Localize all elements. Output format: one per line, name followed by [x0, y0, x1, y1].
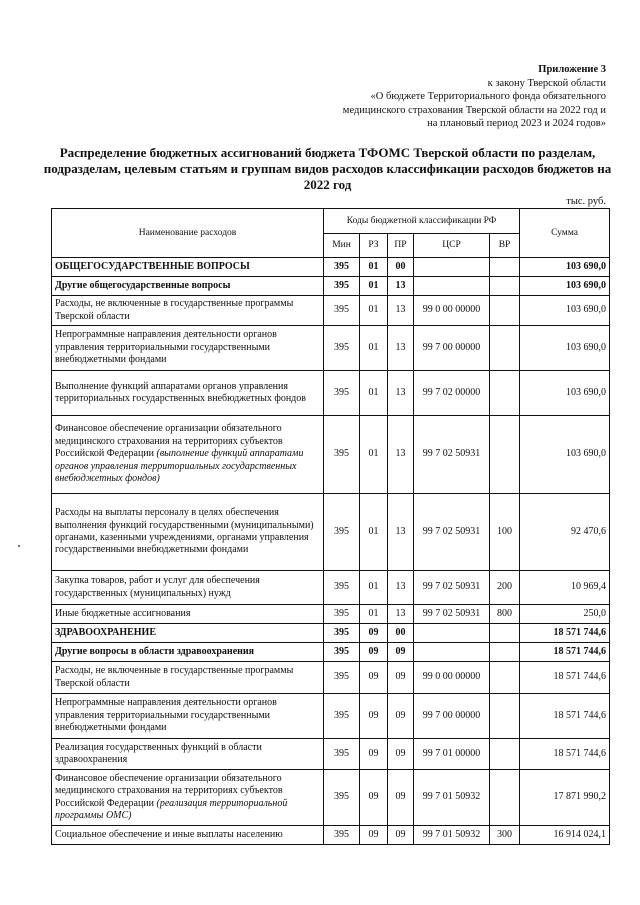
units-label: тыс. руб.	[566, 196, 606, 207]
cell-min: 395	[324, 296, 360, 326]
table-row	[52, 326, 610, 371]
cell-rz: 01	[360, 571, 388, 605]
table-row	[52, 571, 610, 605]
cell-name-text: Другие вопросы в области здравоохранения	[55, 645, 255, 657]
table-row	[52, 277, 610, 296]
cell-pr: 13	[388, 277, 414, 296]
cell-sum: 92 470,6	[520, 494, 610, 571]
cell-name	[52, 296, 324, 326]
cell-min: 395	[324, 371, 360, 416]
cell-name	[52, 571, 324, 605]
cell-name-note: (реализация территориальной программы ОМС)	[55, 797, 288, 821]
cell-name-text: Финансовое обеспечение организации обязательного медицинского страхования на территориях субъектов Российской Федерации	[55, 772, 283, 809]
cell-sum: 10 969,4	[520, 571, 610, 605]
cell-vr	[490, 277, 520, 296]
cell-name-text: Расходы, не включенные в государственные программы Тверской области	[55, 298, 294, 322]
cell-min: 395	[324, 770, 360, 826]
cell-rz: 09	[360, 624, 388, 643]
cell-vr	[490, 296, 520, 326]
cell-pr: 09	[388, 739, 414, 770]
cell-name-text: Непрограммные направления деятельности органов управления территориальными государственными внебюджетными фондами	[55, 697, 277, 734]
annex-line: к закону Тверской области	[487, 77, 606, 89]
cell-vr: 300	[490, 826, 520, 845]
cell-csr	[414, 643, 490, 662]
cell-sum: 103 690,0	[520, 371, 610, 416]
cell-rz: 01	[360, 277, 388, 296]
cell-name-text: Выполнение функций аппаратами органов управления территориальных государственных внебюджетных фондов	[55, 380, 306, 404]
table-row	[52, 739, 610, 770]
cell-name	[52, 605, 324, 624]
header-vr: ВР	[490, 234, 520, 258]
budget-table	[51, 208, 610, 845]
cell-pr: 09	[388, 662, 414, 694]
cell-sum: 103 690,0	[520, 416, 610, 494]
table-row	[52, 371, 610, 416]
cell-min: 395	[324, 662, 360, 694]
cell-rz: 09	[360, 662, 388, 694]
cell-sum: 18 571 744,6	[520, 694, 610, 739]
cell-vr	[490, 739, 520, 770]
header-csr: ЦСР	[414, 234, 490, 258]
table-row	[52, 694, 610, 739]
cell-pr: 00	[388, 624, 414, 643]
cell-sum: 16 914 024,1	[520, 826, 610, 845]
cell-name-text: ЗДРАВООХРАНЕНИЕ	[55, 626, 156, 638]
cell-name-text: Закупка товаров, работ и услуг для обеспечения государственных (муниципальных) нужд	[55, 575, 260, 599]
table-row	[52, 826, 610, 845]
cell-csr: 99 7 01 50932	[414, 826, 490, 845]
cell-sum: 18 571 744,6	[520, 662, 610, 694]
cell-rz: 09	[360, 739, 388, 770]
cell-vr	[490, 326, 520, 371]
cell-sum: 103 690,0	[520, 277, 610, 296]
cell-csr: 99 7 00 00000	[414, 326, 490, 371]
cell-sum: 18 571 744,6	[520, 739, 610, 770]
header-codes-group: Коды бюджетной классификации РФ	[324, 209, 520, 234]
cell-csr: 99 7 02 00000	[414, 371, 490, 416]
cell-pr: 13	[388, 605, 414, 624]
cell-min: 395	[324, 739, 360, 770]
annex-header	[276, 63, 606, 131]
cell-pr: 09	[388, 694, 414, 739]
cell-name	[52, 416, 324, 494]
cell-rz: 01	[360, 258, 388, 277]
cell-name	[52, 371, 324, 416]
cell-csr: 99 7 02 50931	[414, 605, 490, 624]
cell-vr	[490, 624, 520, 643]
table-row	[52, 258, 610, 277]
table-row	[52, 770, 610, 826]
cell-name-text: ОБЩЕГОСУДАРСТВЕННЫЕ ВОПРОСЫ	[55, 260, 250, 272]
cell-vr	[490, 662, 520, 694]
header-min: Мин	[324, 234, 360, 258]
cell-pr: 09	[388, 826, 414, 845]
cell-rz: 09	[360, 643, 388, 662]
cell-vr	[490, 258, 520, 277]
cell-name	[52, 326, 324, 371]
cell-pr: 13	[388, 296, 414, 326]
annex-line: на плановый период 2023 и 2024 годов»	[427, 118, 606, 129]
table-row	[52, 296, 610, 326]
cell-sum: 18 571 744,6	[520, 624, 610, 643]
table-row	[52, 662, 610, 694]
cell-pr: 13	[388, 416, 414, 494]
cell-name-note: (выполнение функций аппаратами органов управления территориальных государственных внебюджетных фондов)	[55, 448, 304, 485]
cell-sum: 103 690,0	[520, 296, 610, 326]
table-row	[52, 416, 610, 494]
cell-name-text: Иные бюджетные ассигнования	[55, 607, 191, 619]
cell-sum: 18 571 744,6	[520, 643, 610, 662]
cell-min: 395	[324, 694, 360, 739]
cell-name	[52, 624, 324, 643]
cell-pr: 13	[388, 371, 414, 416]
cell-rz: 09	[360, 826, 388, 845]
cell-vr	[490, 643, 520, 662]
table-row	[52, 494, 610, 571]
table-row	[52, 643, 610, 662]
cell-vr	[490, 371, 520, 416]
cell-rz: 01	[360, 605, 388, 624]
cell-name-text: Реализация государственных функций в области здравоохранения	[55, 741, 262, 765]
cell-csr: 99 7 02 50931	[414, 494, 490, 571]
header-sum: Сумма	[520, 209, 610, 258]
cell-vr	[490, 416, 520, 494]
cell-min: 395	[324, 826, 360, 845]
cell-pr: 13	[388, 326, 414, 371]
cell-csr: 99 0 00 00000	[414, 662, 490, 694]
cell-name-text: Финансовое обеспечение организации обязательного медицинского страхования на территориях субъектов Российской Федерации	[55, 423, 283, 460]
cell-min: 395	[324, 277, 360, 296]
cell-sum: 17 871 990,2	[520, 770, 610, 826]
cell-name-text: Расходы, не включенные в государственные программы Тверской области	[55, 665, 294, 689]
cell-csr	[414, 277, 490, 296]
annex-title: Приложение 3	[538, 64, 606, 75]
cell-min: 395	[324, 416, 360, 494]
cell-min: 395	[324, 326, 360, 371]
cell-csr	[414, 258, 490, 277]
cell-name	[52, 662, 324, 694]
header-pr: ПР	[388, 234, 414, 258]
cell-min: 395	[324, 571, 360, 605]
cell-vr: 100	[490, 494, 520, 571]
header-name: Наименование расходов	[52, 209, 324, 258]
cell-name	[52, 643, 324, 662]
annex-line: медицинского страхования Тверской области на 2022 год и	[342, 104, 606, 116]
cell-rz: 09	[360, 770, 388, 826]
cell-name-text: Непрограммные направления деятельности органов управления территориальными государственными внебюджетными фондами	[55, 329, 277, 366]
header-rz: РЗ	[360, 234, 388, 258]
cell-rz: 01	[360, 326, 388, 371]
cell-name-text: Социальное обеспечение и иные выплаты населению	[55, 828, 283, 840]
cell-min: 395	[324, 643, 360, 662]
cell-pr: 09	[388, 643, 414, 662]
cell-name	[52, 826, 324, 845]
cell-sum: 103 690,0	[520, 326, 610, 371]
cell-csr: 99 7 02 50931	[414, 571, 490, 605]
cell-vr: 800	[490, 605, 520, 624]
cell-sum: 103 690,0	[520, 258, 610, 277]
cell-rz: 09	[360, 694, 388, 739]
cell-csr: 99 7 01 50932	[414, 770, 490, 826]
cell-csr: 99 7 02 50931	[414, 416, 490, 494]
cell-name-text: Другие общегосударственные вопросы	[55, 279, 231, 291]
cell-csr	[414, 624, 490, 643]
cell-sum: 250,0	[520, 605, 610, 624]
cell-rz: 01	[360, 494, 388, 571]
scan-speck	[18, 545, 20, 547]
cell-pr: 09	[388, 770, 414, 826]
cell-name	[52, 739, 324, 770]
cell-csr: 99 0 00 00000	[414, 296, 490, 326]
cell-name-text: Расходы на выплаты персоналу в целях обеспечения выполнения функций государственными (муниципальными) органами, казенными учреждениями, органами управления государственными внебюджетными фондами	[55, 507, 314, 556]
cell-rz: 01	[360, 296, 388, 326]
cell-name	[52, 694, 324, 739]
table-body	[52, 258, 610, 845]
cell-name	[52, 770, 324, 826]
cell-name	[52, 277, 324, 296]
table-row	[52, 605, 610, 624]
cell-vr	[490, 770, 520, 826]
cell-pr: 13	[388, 571, 414, 605]
document-title: Распределение бюджетных ассигнований бюджета ТФОМС Тверской области по разделам, подразделам, целевым статьям и группам видов расходов классификации расходов бюджетов на 2022 год	[43, 145, 612, 192]
cell-min: 395	[324, 605, 360, 624]
cell-csr: 99 7 00 00000	[414, 694, 490, 739]
cell-rz: 01	[360, 416, 388, 494]
cell-pr: 00	[388, 258, 414, 277]
cell-rz: 01	[360, 371, 388, 416]
cell-vr	[490, 694, 520, 739]
cell-name	[52, 258, 324, 277]
table-row	[52, 624, 610, 643]
cell-pr: 13	[388, 494, 414, 571]
cell-csr: 99 7 01 00000	[414, 739, 490, 770]
cell-min: 395	[324, 624, 360, 643]
cell-min: 395	[324, 258, 360, 277]
annex-line: «О бюджете Территориального фонда обязательного	[370, 91, 606, 102]
cell-min: 395	[324, 494, 360, 571]
cell-name	[52, 494, 324, 571]
cell-vr: 200	[490, 571, 520, 605]
